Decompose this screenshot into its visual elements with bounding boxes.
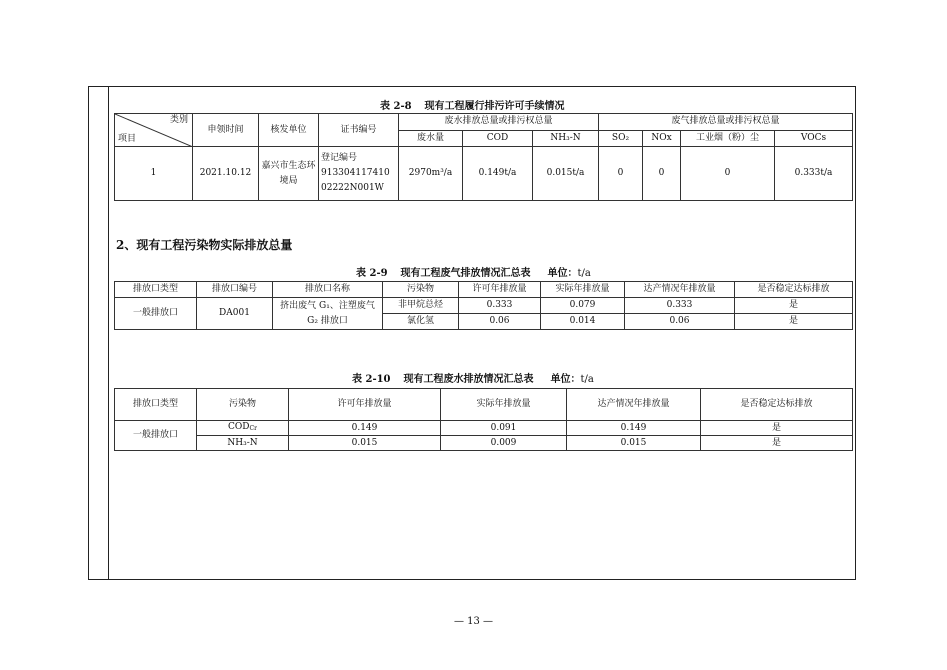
cell-pollutant: 氯化氢	[383, 314, 459, 330]
header-permit: 许可年排放量	[289, 389, 441, 421]
cell-vocs: 0.333t/a	[775, 147, 853, 201]
header-gas-group: 废气排放总量或排污权总量	[599, 114, 853, 131]
header-outlet-no: 排放口编号	[197, 282, 273, 298]
header-capacity: 达产情况年排放量	[567, 389, 701, 421]
page-number: — 13 —	[453, 616, 494, 627]
header-actual: 实际年排放量	[441, 389, 567, 421]
header-pollutant: 污染物	[383, 282, 459, 298]
cell-permit: 0.015	[289, 436, 441, 451]
cert-line-1: 登记编号	[321, 153, 358, 163]
cell-actual: 0.009	[441, 436, 567, 451]
cert-line-3: 02222N001W	[321, 183, 384, 193]
cell-outlet-no: DA001	[197, 298, 273, 330]
cell-compliant: 是	[701, 421, 853, 436]
cell-permit: 0.06	[459, 314, 541, 330]
header-cert-no: 证书编号	[319, 114, 399, 147]
caption-number: 表 2-10	[352, 374, 391, 385]
cell-water-volume: 2970m³/a	[399, 147, 463, 201]
cell-outlet-type: 一般排放口	[115, 421, 197, 451]
header-nox: NOx	[643, 130, 681, 147]
header-pollutant: 污染物	[197, 389, 289, 421]
cell-actual: 0.079	[541, 298, 625, 314]
cell-permit: 0.149	[289, 421, 441, 436]
cell-nox: 0	[643, 147, 681, 201]
cell-nh3n: 0.015t/a	[533, 147, 599, 201]
cell-capacity: 0.015	[567, 436, 701, 451]
table-2-8-caption	[380, 97, 680, 112]
diag-top-label: 类别	[169, 115, 188, 125]
header-actual: 实际年排放量	[541, 282, 625, 298]
header-outlet-type: 排放口类型	[115, 389, 197, 421]
caption-title: 现有工程废水排放情况汇总表	[403, 374, 534, 385]
header-water-volume: 废水量	[399, 130, 463, 147]
cell-compliant: 是	[735, 314, 853, 330]
cell-cod: 0.149t/a	[463, 147, 533, 201]
header-cod: COD	[463, 130, 533, 147]
header-capacity: 达产情况年排放量	[625, 282, 735, 298]
header-compliant: 是否稳定达标排放	[701, 389, 853, 421]
header-vocs: VOCs	[775, 130, 853, 147]
unit-label: 单位：	[547, 268, 578, 279]
cell-pollutant: NH₃-N	[197, 436, 289, 451]
unit-label: 单位：	[550, 374, 581, 385]
cell-actual: 0.091	[441, 421, 567, 436]
header-outlet-type: 排放口类型	[115, 282, 197, 298]
caption-title: 现有工程履行排污许可手续情况	[424, 101, 565, 112]
caption-number: 表 2-9	[356, 268, 388, 279]
header-dust: 工业烟（粉）尘	[681, 130, 775, 147]
cell-actual: 0.014	[541, 314, 625, 330]
header-water-group: 废水排放总量或排污权总量	[399, 114, 599, 131]
header-nh3n: NH₃-N	[533, 130, 599, 147]
cell-cert-no	[319, 147, 399, 201]
pollutant-subscript: Cr	[249, 425, 257, 432]
header-permit: 许可年排放量	[459, 282, 541, 298]
cell-outlet-name: 挤出废气 G₁、注塑废气 G₂ 排放口	[273, 298, 383, 330]
cell-compliant: 是	[735, 298, 853, 314]
cell-permit: 0.333	[459, 298, 541, 314]
cert-line-2: 913304117410	[321, 168, 390, 178]
caption-number: 表 2-8	[380, 101, 412, 112]
table-2-10	[114, 388, 853, 451]
header-outlet-name: 排放口名称	[273, 282, 383, 298]
cell-issuer: 嘉兴市生态环境局	[259, 147, 319, 201]
cell-dust: 0	[681, 147, 775, 201]
section-title: 2、现有工程污染物实际排放总量	[116, 238, 293, 252]
cell-so2: 0	[599, 147, 643, 201]
cell-compliant: 是	[701, 436, 853, 451]
cell-pollutant	[197, 421, 289, 436]
table-2-9	[114, 281, 853, 330]
table-2-10-caption	[352, 370, 682, 385]
diag-bottom-label: 项目	[118, 134, 137, 144]
unit-value: t/a	[580, 374, 594, 385]
header-so2: SO₂	[599, 130, 643, 147]
unit-value: t/a	[577, 268, 591, 279]
table-2-8	[114, 113, 853, 201]
cell-item: 1	[115, 147, 193, 201]
caption-title: 现有工程废气排放情况汇总表	[400, 268, 531, 279]
cell-apply-time: 2021.10.12	[193, 147, 259, 201]
cell-capacity: 0.149	[567, 421, 701, 436]
cell-capacity: 0.06	[625, 314, 735, 330]
table-2-9-caption	[356, 264, 676, 279]
cell-pollutant: 非甲烷总烃	[383, 298, 459, 314]
frame-left-rule	[108, 86, 109, 580]
diag-header-cell	[115, 114, 193, 147]
cell-capacity: 0.333	[625, 298, 735, 314]
header-compliant: 是否稳定达标排放	[735, 282, 853, 298]
header-apply-time: 申领时间	[193, 114, 259, 147]
header-issuer: 核发单位	[259, 114, 319, 147]
pollutant-name: COD	[228, 422, 250, 432]
cell-outlet-type: 一般排放口	[115, 298, 197, 330]
